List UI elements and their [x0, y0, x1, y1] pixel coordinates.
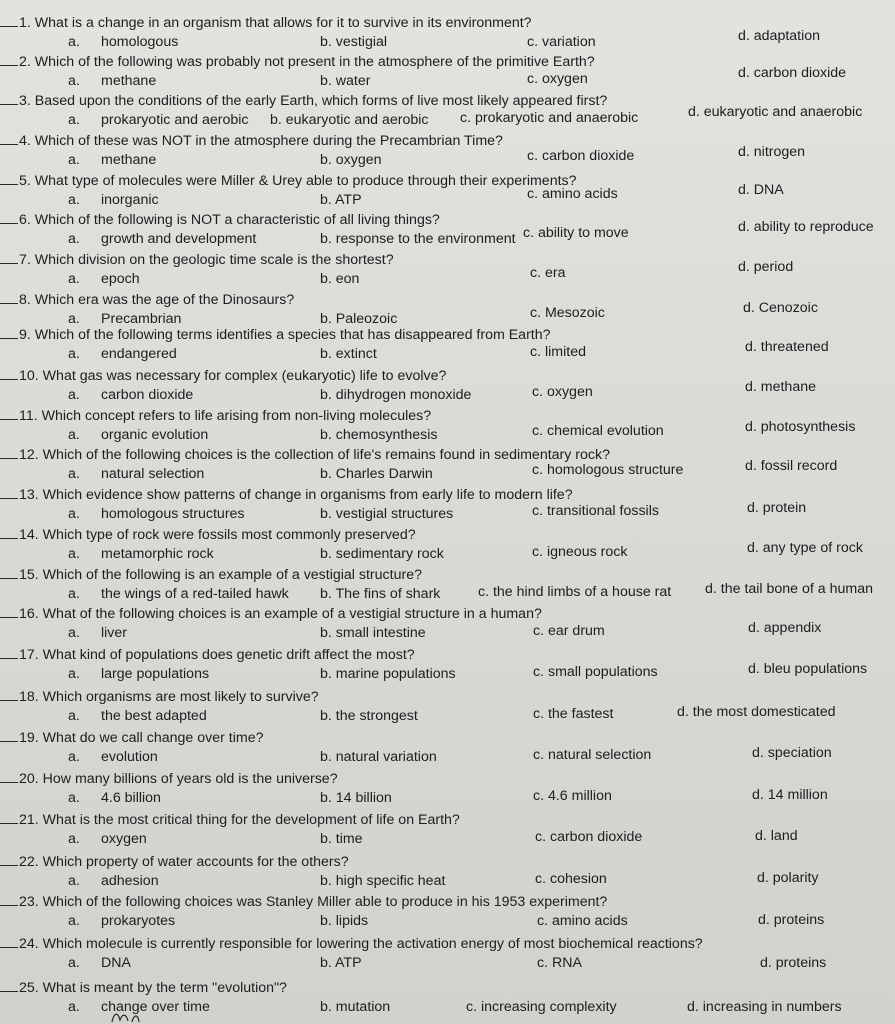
option-b: b. Charles Darwin [320, 466, 433, 482]
option-d: d. threatened [745, 339, 829, 355]
option-a: a. large populations [68, 666, 210, 682]
option-b: b. marine populations [320, 666, 456, 682]
question-stem: 11. Which concept refers to life arising from non-living molecules? [0, 407, 431, 425]
answer-blank[interactable] [0, 646, 18, 659]
option-d: d. increasing in numbers [687, 999, 842, 1015]
answer-blank[interactable] [0, 935, 18, 948]
option-a: a. 4.6 billion [68, 790, 161, 806]
option-b: b. water [320, 73, 371, 89]
question-stem: 15. Which of the following is an example of a vestigial structure? [0, 566, 422, 584]
option-d: d. the most domesticated [677, 704, 836, 720]
option-b: b. high specific heat [320, 873, 446, 889]
answer-blank[interactable] [0, 979, 18, 992]
option-a: a. metamorphic rock [68, 546, 214, 562]
option-a: a. the wings of a red-tailed hawk [68, 586, 289, 602]
question-stem: 23. Which of the following choices was Stanley Miller able to produce in his 1953 experiment? [0, 893, 607, 911]
question-stem: 9. Which of the following terms identifies a species that has disappeared from Earth? [0, 326, 551, 344]
question-stem: 18. Which organisms are most likely to survive? [0, 688, 319, 706]
option-a: a. change over time [68, 999, 210, 1015]
question-22 [0, 853, 895, 893]
option-c: c. oxygen [527, 71, 588, 87]
question-7 [0, 251, 895, 291]
answer-blank[interactable] [0, 446, 18, 459]
answer-blank[interactable] [0, 811, 18, 824]
option-d: d. speciation [752, 745, 832, 761]
answer-blank[interactable] [0, 211, 18, 224]
answer-blank[interactable] [0, 605, 18, 618]
option-c: c. the fastest [533, 706, 614, 722]
option-b: b. vestigial [320, 34, 388, 50]
option-b: b. lipids [320, 913, 369, 929]
option-d: d. polarity [757, 870, 819, 886]
question-9 [0, 326, 895, 366]
option-d: d. proteins [758, 912, 825, 928]
question-stem: 20. How many billions of years old is the universe? [0, 770, 338, 788]
option-c: c. Mesozoic [530, 305, 605, 321]
option-c: c. ability to move [523, 225, 629, 241]
option-d: d. the tail bone of a human [705, 581, 874, 597]
question-19 [0, 729, 895, 769]
option-b: b. small intestine [320, 625, 426, 641]
option-b: b. response to the environment [320, 231, 516, 247]
question-3 [0, 92, 895, 132]
option-a: a. organic evolution [68, 427, 209, 443]
question-4 [0, 132, 895, 172]
option-a: a. oxygen [68, 831, 147, 847]
answer-blank[interactable] [0, 486, 18, 499]
question-18 [0, 688, 895, 728]
option-c: c. ear drum [533, 623, 605, 639]
option-a: a. DNA [68, 955, 131, 971]
question-stem: 5. What type of molecules were Miller & Urey able to produce through their experiments? [0, 172, 577, 190]
option-b: b. extinct [320, 346, 377, 362]
question-stem: 13. Which evidence show patterns of change in organisms from early life to modern life? [0, 486, 573, 504]
question-2 [0, 53, 895, 93]
question-13 [0, 486, 895, 526]
question-10 [0, 367, 895, 407]
question-stem: 21. What is the most critical thing for the development of life on Earth? [0, 811, 460, 829]
option-b: b. chemosynthesis [320, 427, 438, 443]
question-8 [0, 291, 895, 331]
pen-scribble-mark [108, 1010, 148, 1024]
option-d: d. appendix [748, 620, 822, 636]
option-b: b. Paleozoic [320, 311, 398, 327]
option-c: c. oxygen [532, 384, 593, 400]
question-stem: 16. What of the following choices is an example of a vestigial structure in a human? [0, 605, 542, 623]
option-d: d. fossil record [745, 458, 838, 474]
option-b: b. time [320, 831, 363, 847]
question-stem: 3. Based upon the conditions of the early Earth, which forms of live most likely appeared first? [0, 92, 607, 110]
option-d: d. land [755, 828, 798, 844]
option-a: a. homologous structures [68, 506, 245, 522]
option-a: a. natural selection [68, 466, 205, 482]
option-a: a. endangered [68, 346, 177, 362]
answer-blank[interactable] [0, 92, 18, 105]
option-d: d. bleu populations [748, 661, 868, 677]
answer-blank[interactable] [0, 367, 18, 380]
option-c: c. era [530, 265, 566, 281]
option-a: a. liver [68, 625, 128, 641]
option-b: b. oxygen [320, 152, 382, 168]
option-a: a. methane [68, 152, 157, 168]
option-d: d. methane [745, 379, 816, 395]
option-d: d. adaptation [738, 28, 821, 44]
option-d: d. photosynthesis [745, 419, 856, 435]
answer-blank[interactable] [0, 729, 18, 742]
question-20 [0, 770, 895, 810]
option-b: b. The fins of shark [320, 586, 441, 602]
option-c: c. small populations [533, 664, 658, 680]
question-11 [0, 407, 895, 447]
question-stem: 4. Which of these was NOT in the atmosphere during the Precambrian Time? [0, 132, 503, 150]
question-5 [0, 172, 895, 212]
option-c: c. RNA [537, 955, 582, 971]
option-d: d. eukaryotic and anaerobic [688, 104, 863, 120]
option-b: b. mutation [320, 999, 391, 1015]
question-21 [0, 811, 895, 851]
question-stem: 6. Which of the following is NOT a characteristic of all living things? [0, 211, 440, 229]
question-24 [0, 935, 895, 975]
question-14 [0, 526, 895, 566]
option-d: d. any type of rock [747, 540, 863, 556]
option-c: c. 4.6 million [533, 788, 612, 804]
answer-blank[interactable] [0, 526, 18, 539]
option-d: d. period [738, 259, 794, 275]
question-15 [0, 566, 895, 606]
option-c: c. cohesion [535, 871, 607, 887]
option-d: d. Cenozoic [743, 300, 818, 316]
option-c: c. chemical evolution [532, 423, 664, 439]
question-stem: 10. What gas was necessary for complex (eukaryotic) life to evolve? [0, 367, 446, 385]
question-stem: 17. What kind of populations does genetic drift affect the most? [0, 646, 415, 664]
question-stem: 12. Which of the following choices is the collection of life's remains found in sedimentary rock? [0, 446, 610, 464]
option-c: c. carbon dioxide [535, 829, 643, 845]
answer-blank[interactable] [0, 251, 18, 264]
answer-blank[interactable] [0, 132, 18, 145]
answer-blank[interactable] [0, 566, 18, 579]
answer-blank[interactable] [0, 326, 18, 339]
option-b: b. dihydrogen monoxide [320, 387, 472, 403]
option-b: b. eon [320, 271, 360, 287]
question-stem: 7. Which division on the geologic time scale is the shortest? [0, 251, 394, 269]
option-b: b. 14 billion [320, 790, 392, 806]
question-23 [0, 893, 895, 933]
option-b: b. natural variation [320, 749, 437, 765]
answer-blank[interactable] [0, 893, 18, 906]
question-6 [0, 211, 895, 251]
option-c: c. limited [530, 344, 586, 360]
option-c: c. increasing complexity [466, 999, 617, 1015]
option-a: a. inorganic [68, 192, 159, 208]
option-d: d. DNA [738, 182, 784, 198]
question-stem: 22. Which property of water accounts for the others? [0, 853, 349, 871]
answer-blank[interactable] [0, 53, 18, 66]
option-b: b. sedimentary rock [320, 546, 444, 562]
question-stem: 19. What do we call change over time? [0, 729, 263, 747]
option-b: b. the strongest [320, 708, 418, 724]
answer-blank[interactable] [0, 407, 18, 420]
answer-blank[interactable] [0, 291, 18, 304]
option-a: a. prokaryotic and aerobic [68, 112, 249, 128]
question-12 [0, 446, 895, 486]
option-b: b. eukaryotic and aerobic [270, 112, 429, 128]
option-b: b. vestigial structures [320, 506, 454, 522]
question-stem: 14. Which type of rock were fossils most commonly preserved? [0, 526, 416, 544]
option-d: d. ability to reproduce [738, 219, 874, 235]
option-d: d. carbon dioxide [738, 65, 847, 81]
option-c: c. natural selection [533, 747, 652, 763]
option-b: b. ATP [320, 955, 362, 971]
option-a: a. Precambrian [68, 311, 182, 327]
option-c: c. igneous rock [532, 544, 628, 560]
option-c: c. transitional fossils [532, 503, 659, 519]
answer-blank[interactable] [0, 770, 18, 783]
option-c: c. prokaryotic and anaerobic [460, 110, 639, 126]
option-c: c. amino acids [537, 913, 628, 929]
question-stem: 1. What is a change in an organism that allows for it to survive in its environment? [0, 14, 532, 32]
option-a: a. carbon dioxide [68, 387, 194, 403]
option-a: a. homologous [68, 34, 179, 50]
option-a: a. prokaryotes [68, 913, 176, 929]
option-d: d. 14 million [752, 787, 828, 803]
question-stem: 2. Which of the following was probably not present in the atmosphere of the primitive Earth? [0, 53, 595, 71]
option-a: a. the best adapted [68, 708, 207, 724]
answer-blank[interactable] [0, 853, 18, 866]
option-c: c. amino acids [527, 186, 618, 202]
option-d: d. nitrogen [738, 144, 806, 160]
question-stem: 8. Which era was the age of the Dinosaurs? [0, 291, 294, 309]
option-b: b. ATP [320, 192, 362, 208]
option-d: d. proteins [760, 955, 827, 971]
option-d: d. protein [747, 500, 807, 516]
option-c: c. the hind limbs of a house rat [478, 584, 672, 600]
option-a: a. methane [68, 73, 157, 89]
option-a: a. evolution [68, 749, 158, 765]
option-a: a. growth and development [68, 231, 257, 247]
question-1 [0, 14, 895, 54]
answer-blank[interactable] [0, 172, 18, 185]
option-a: a. adhesion [68, 873, 159, 889]
option-c: c. homologous structure [532, 462, 684, 478]
question-stem: 24. Which molecule is currently responsible for lowering the activation energy of most biochemical reactions? [0, 935, 703, 953]
answer-blank[interactable] [0, 688, 18, 701]
answer-blank[interactable] [0, 14, 18, 27]
question-17 [0, 646, 895, 686]
option-c: c. variation [527, 34, 596, 50]
question-stem: 25. What is meant by the term "evolution"? [0, 979, 287, 997]
question-16 [0, 605, 895, 645]
option-a: a. epoch [68, 271, 140, 287]
option-c: c. carbon dioxide [527, 148, 635, 164]
